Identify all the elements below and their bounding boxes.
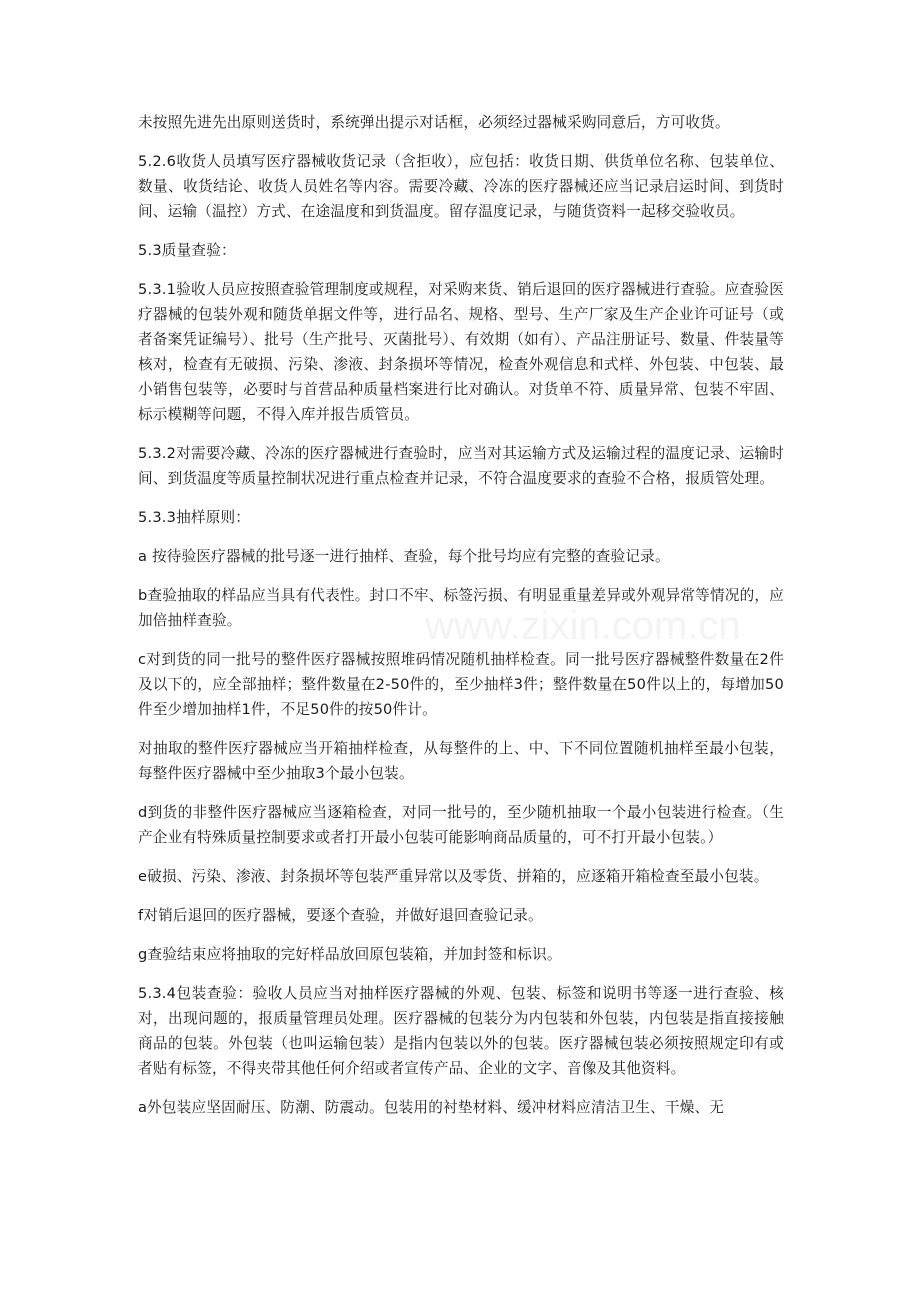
watermark: www.zixin.com.cn: [425, 604, 741, 648]
paragraph-item-g: g查验结束应将抽取的完好样品放回原包装箱，并加封签和标识。: [138, 946, 562, 963]
paragraph-item-a: a 按待验医疗器械的批号逐一进行抽样、查验，每个批号均应有完整的查验记录。: [138, 548, 670, 565]
heading-5-3-3: 5.3.3抽样原则：: [138, 509, 251, 526]
paragraph-item-d: d到货的非整件医疗器械应当逐箱检查，对同一批号的，至少随机抽取一个最小包装进行检查。（生产企业有特殊质量控制要求或者打开最小包装可能影响商品质量的，可不打开最小包装。）: [138, 804, 784, 846]
paragraph-item-c: c对到货的同一批号的整件医疗器械按照堆码情况随机抽样检查。同一批号医疗器械整件数量在2件及以下的，应全部抽样；整件数量在2-50件的，至少抽样3件；整件数量在50件以上的，每增加50件至少增加抽样1件，不足50件的按50件计。: [138, 651, 784, 718]
paragraph-item-b: b查验抽取的样品应当具有代表性。封口不牢、标签污损、有明显重量差异或外观异常等情况的，应加倍抽样查验。: [138, 587, 784, 629]
paragraph-5-2-6: 5.2.6收货人员填写医疗器械收货记录（含拒收），应包括：收货日期、供货单位名称、包装单位、数量、收货结论、收货人员姓名等内容。需要冷藏、冷冻的医疗器械还应当记录启运时间、到货时间、运输（温控）方式、在途温度和到货温度。留存温度记录，与随货资料一起移交验收员。: [138, 153, 784, 220]
paragraph-packaging-a: a外包装应坚固耐压、防潮、防震动。包装用的衬垫材料、缓冲材料应清洁卫生、干燥、无: [138, 1099, 725, 1116]
paragraph-5-3-1: 5.3.1验收人员应按照查验管理制度或规程，对采购来货、销后退回的医疗器械进行查验。应查验医疗器械的包装外观和随货单据文件等，进行品名、规格、型号、生产厂家及生产企业许可证号（或者备案凭证编号）、批号（生产批号、灭菌批号）、有效期（如有）、产品注册证号、数量、件装量等核对，检查有无破损、污染、渗液、封条损坏等情况，检查外观信息和式样、外包装、中包装、最小销售包装等，必要时与首营品种质量档案进行比对确认。对货单不符、质量异常、包装不牢固、标示模糊等问题，不得入库并报告质管员。: [138, 281, 784, 423]
document-body: [138, 110, 784, 1134]
paragraph-5-3-4: 5.3.4包装查验：验收人员应当对抽样医疗器械的外观、包装、标签和说明书等逐一进行查验、核对，出现问题的，报质量管理员处理。医疗器械的包装分为内包装和外包装，内包装是指直接接触商品的包装。外包装（也叫运输包装）是指内包装以外的包装。医疗器械包装必须按照规定印有或者贴有标签，不得夹带其他任何介绍或者宣传产品、企业的文字、音像及其他资料。: [138, 985, 784, 1077]
paragraph-item-f: f对销后退回的医疗器械，要逐个查验，并做好退回查验记录。: [138, 907, 543, 924]
paragraph-item-e: e破损、污染、渗液、封条损坏等包装严重异常以及零货、拼箱的，应逐箱开箱检查至最小包装。: [138, 868, 769, 885]
heading-5-3: 5.3质量查验：: [138, 242, 236, 259]
paragraph-fifo-note: 未按照先进先出原则送货时，系统弹出提示对话框，必须经过器械采购同意后，方可收货。: [138, 114, 730, 131]
paragraph-item-c-continued: 对抽取的整件医疗器械应当开箱抽样检查，从每整件的上、中、下不同位置随机抽样至最小包装，每整件医疗器械中至少抽取3个最小包装。: [138, 740, 784, 782]
paragraph-5-3-2: 5.3.2对需要冷藏、冷冻的医疗器械进行查验时，应当对其运输方式及运输过程的温度记录、运输时间、到货温度等质量控制状况进行重点检查并记录，不符合温度要求的查验不合格，报质管处理。: [138, 445, 784, 487]
